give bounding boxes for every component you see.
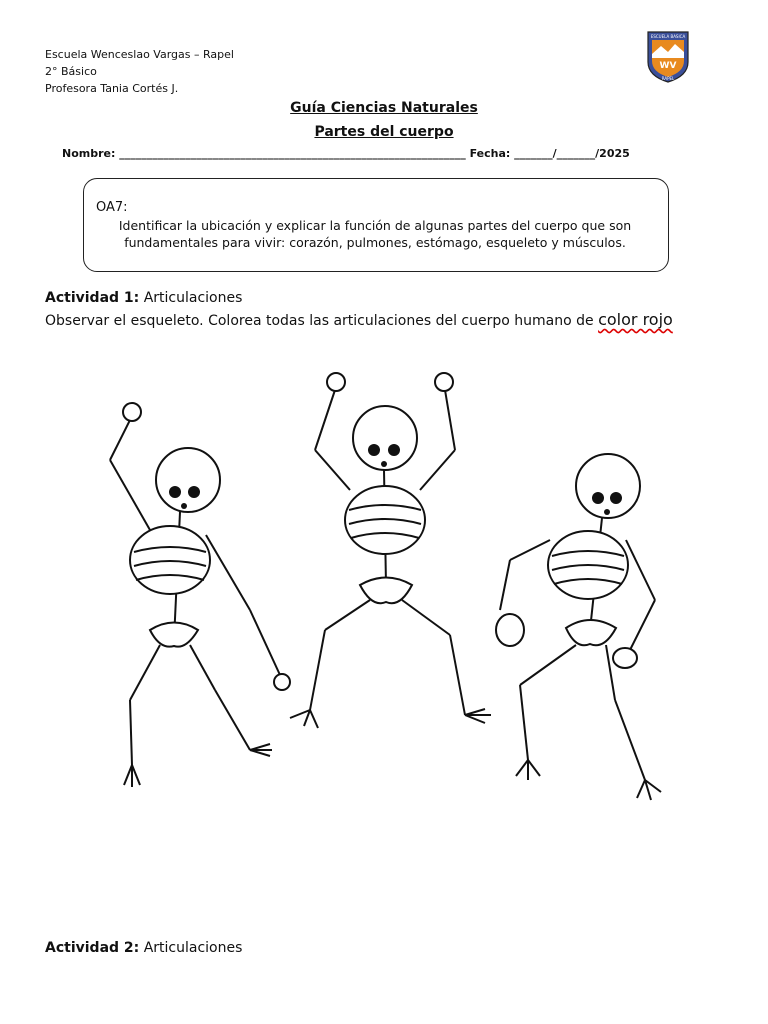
- school-name: Escuela Wenceslao Vargas – Rapel: [45, 48, 234, 61]
- activity1-label: Actividad 1:: [45, 290, 140, 306]
- svg-text:ESCUELA BASICA: ESCUELA BASICA: [650, 34, 686, 39]
- objective-code: OA7:: [96, 200, 128, 215]
- activity1-instruction: [45, 310, 673, 329]
- activity2-heading: [45, 940, 242, 956]
- activity2-topic: Articulaciones: [143, 940, 243, 956]
- objective-line-2: fundamentales para vivir: corazón, pulmones, estómago, esqueleto y músculos.: [124, 235, 626, 250]
- activity1-topic: Articulaciones: [143, 290, 243, 306]
- instruction-text: Observar el esqueleto. Colorea todas las articulaciones del cuerpo humano de: [45, 313, 594, 329]
- objective-line-1: Identificar la ubicación y explicar la función de algunas partes del cuerpo que son: [118, 218, 632, 233]
- teacher-name: Profesora Tania Cortés J.: [45, 82, 179, 95]
- page-title: Guía Ciencias Naturales: [290, 100, 478, 116]
- nombre-label: Nombre:: [62, 147, 116, 160]
- fecha-field[interactable]: _______/_______/2025: [514, 147, 630, 160]
- svg-text:RAPEL: RAPEL: [661, 76, 675, 81]
- school-logo: [643, 28, 693, 84]
- skeleton-center: [290, 373, 491, 728]
- skeleton-right: [496, 454, 661, 800]
- page-subtitle: Partes del cuerpo: [314, 124, 454, 140]
- skeleton-left: [110, 403, 290, 787]
- color-highlight: color rojo: [598, 310, 673, 329]
- activity1-heading: [45, 290, 242, 306]
- nombre-field[interactable]: _______________________________________________________________: [119, 147, 466, 160]
- grade: 2° Básico: [45, 65, 97, 78]
- activity2-label: Actividad 2:: [45, 940, 140, 956]
- svg-text:WV: WV: [659, 61, 677, 71]
- skeletons-illustration: [70, 360, 670, 820]
- objective-text: [90, 217, 660, 251]
- name-date-line: [62, 147, 630, 160]
- school-info: [45, 46, 234, 97]
- fecha-label: Fecha:: [469, 147, 511, 160]
